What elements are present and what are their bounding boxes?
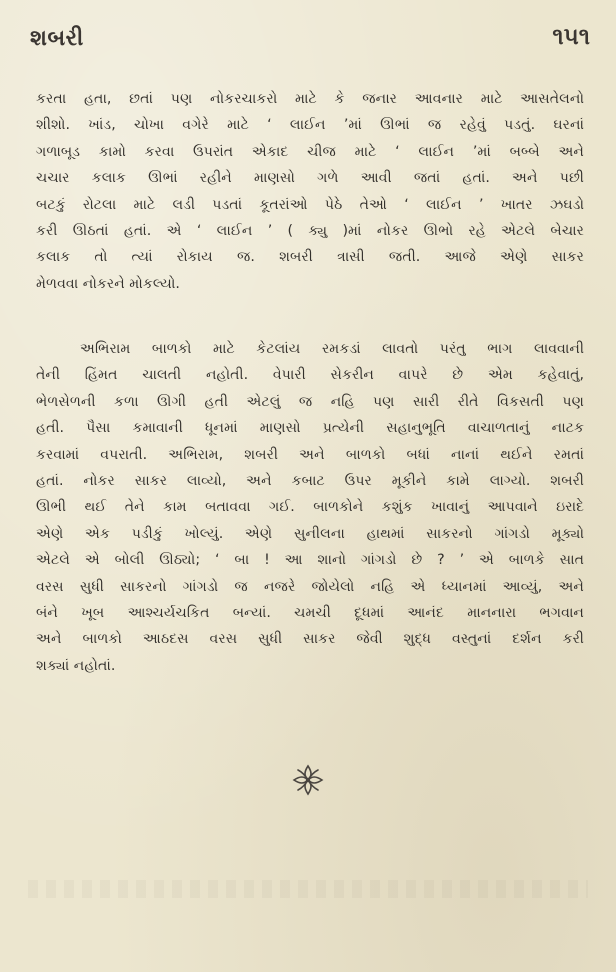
text-line: એણે એક પડીકું ખોલ્યું. એણે સુનીલના હાથમાં સાકરનો ગાંગડો મૂક્યો xyxy=(36,525,584,542)
text-line: હતાં. નોકર સાકર લાવ્યો, અને કબાટ ઉપર મૂકીને કામે લાગ્યો. શબરી xyxy=(36,473,584,490)
text-line: હતી. પૈસા કમાવાની ધૂનમાં માણસો પ્રત્યેની સહાનુભૂતિ વાચાળતાનું નાટક xyxy=(36,420,584,437)
text-line: વરસ સુધી સાકરનો ગાંગડો જ નજરે જોયેલો નહિ એ ધ્યાનમાં આવ્યું, અને xyxy=(36,578,584,595)
faint-bleedthrough-line xyxy=(28,880,588,898)
text-line: તેની હિંમત ચાલતી નહોતી. વેપારી સેકરીન વાપરે છે એમ કહેવાતું, xyxy=(36,367,584,384)
paragraph-1 xyxy=(36,86,584,297)
text-line: બટકું રોટલા માટે લડી પડતાં કૂતરાંઓ પેઠે તેઓ ‘ લાઈન ’ ખાતર ઝઘડો xyxy=(36,196,584,213)
text-line: કરતા હતા, છતાં પણ નોકરચાકરો માટે કે જનાર આવનાર માટે આસતેલનો xyxy=(36,91,584,107)
paragraph-2 xyxy=(36,336,584,679)
text-line: મેળવવા નોકરને મોકલ્યો. xyxy=(36,275,180,292)
text-line: ઊભી થઈ તેને કામ બતાવવા ગઈ. બાળકોને કશુંક ખાવાનું આપવાને ઇરાદે xyxy=(36,499,584,516)
text-line: શક્યાં નહોતાં. xyxy=(36,657,116,674)
text-line: અને બાળકો આઠદસ વરસ સુધી સાકર જેવી શુદ્ધ વસ્તુનાં દર્શન કરી xyxy=(36,631,584,648)
page-header xyxy=(30,24,590,60)
running-head: શબરી xyxy=(30,26,84,51)
text-line: કરવામાં વપરાતી. અભિરામ, શબરી અને બાળકો બધાં નાનાં થઈને રમતાં xyxy=(36,446,584,463)
floral-ornament-icon xyxy=(290,762,326,798)
text-line: અભિરામ બાળકો માટે કેટલાંય રમકડાં લાવતો પરંતુ ભાગ લાવવાની xyxy=(80,341,584,357)
text-line: કલાક તો ત્યાં રોકાય જ. શબરી ત્રાસી જતી. આજે એણે સાકર xyxy=(36,249,584,266)
text-line: શીશો. ખાંડ, ચોખા વગેરે માટે ‘ લાઈન ’માં ઊભાં જ રહેવું પડતું. ઘરનાં xyxy=(36,117,584,134)
page-number: ૧૫૧ xyxy=(552,24,590,50)
text-line: એટલે એ બોલી ઊઠ્યો; ‘ બા ! આ શાનો ગાંગડો છે ? ’ એ બાળકે સાત xyxy=(36,552,584,569)
text-line: કરી ઊઠતાં હતાં. એ ‘ લાઈન ’ ( ક્યુ )માં નોકર ઊભો રહે એટલે બેચાર xyxy=(36,223,584,240)
text-line: ચચાર કલાક ઊભાં રહીને માણસો ગળે આવી જતાં હતાં. અને પછી xyxy=(36,170,584,187)
text-line: બંને ખૂબ આશ્ચર્યચકિત બન્યાં. ચમચી દૂધમાં આનંદ માનનારા ભગવાન xyxy=(36,605,584,622)
text-line: ભેળસેળની કળા ઊગી હતી એટલું જ નહિ પણ સારી રીતે વિકસતી પણ xyxy=(36,393,584,410)
text-line: ગળાબૂડ કામો કરવા ઉપરાંત એકાદ ચીજ માટે ‘ લાઈન ’માં બબ્બે અને xyxy=(36,143,584,160)
